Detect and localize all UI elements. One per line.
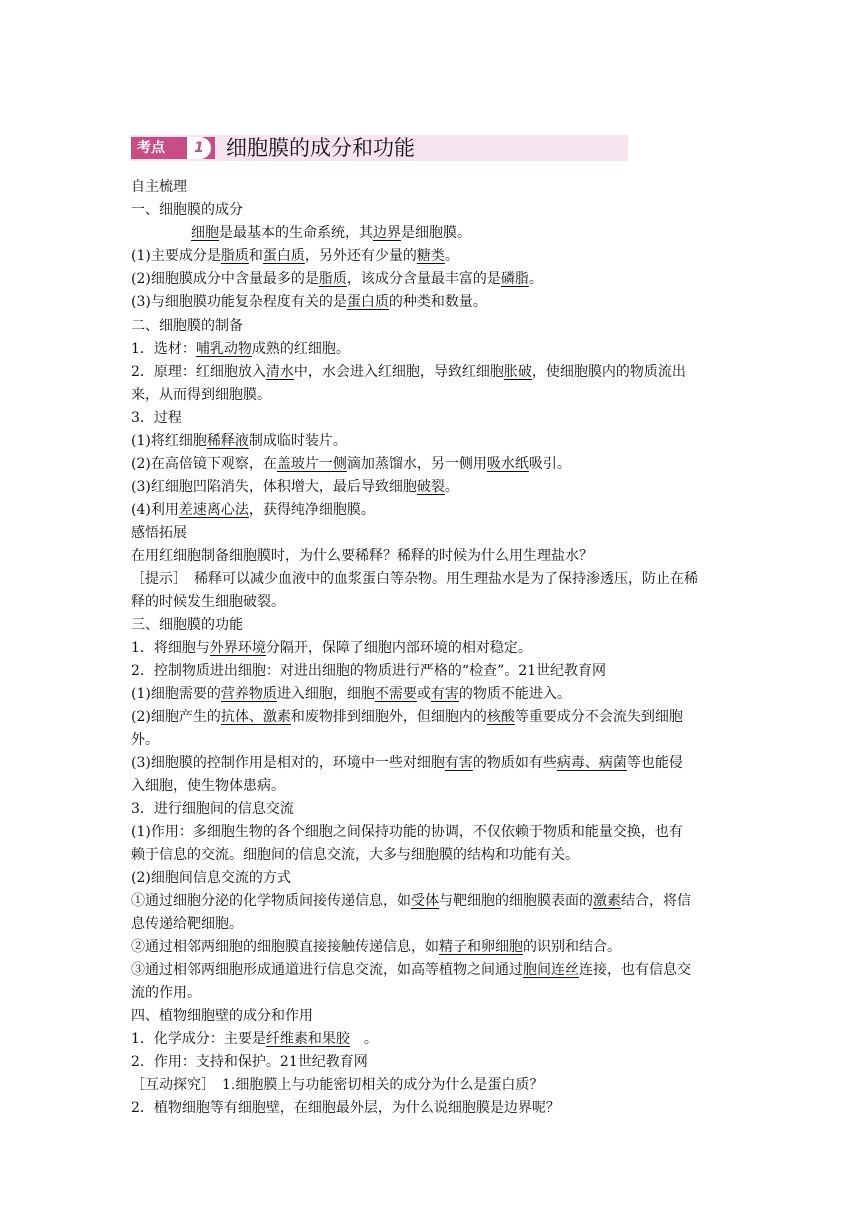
- text-line: [131, 637, 532, 659]
- text-segment: 入细胞，使生物体患病。: [131, 778, 285, 794]
- text-segment: (1)细胞需要的: [131, 686, 221, 702]
- text-line: [131, 982, 201, 1004]
- text-segment: ②通过相邻两细胞的细胞膜直接接触传递信息，如: [131, 939, 439, 955]
- underlined-term: 吸水纸: [486, 456, 529, 472]
- text-line: [131, 959, 691, 981]
- text-segment: 1．将细胞与: [131, 640, 210, 656]
- text-segment: 外。: [131, 732, 159, 748]
- text-segment: (3)细胞膜的控制作用是相对的，环境中一些对细胞: [131, 755, 445, 771]
- text-segment: 分隔开，保障了细胞内部环境的相对稳定。: [265, 640, 532, 656]
- text-segment: 吸引。: [528, 456, 571, 472]
- underlined-term: 磷脂: [500, 271, 529, 287]
- text-line: [131, 268, 543, 290]
- text-segment: (2)细胞间信息交流的方式: [131, 870, 291, 886]
- text-line: [131, 361, 686, 383]
- underlined-term: 胞间连丝: [523, 962, 579, 978]
- underlined-term: 清水: [265, 364, 294, 380]
- text-segment: 1．化学成分：主要是: [131, 1031, 266, 1047]
- underlined-term: 精子和卵细胞: [439, 939, 523, 955]
- text-line: [131, 430, 347, 452]
- text-segment: 释的时候发生细胞破裂。: [131, 594, 285, 610]
- text-segment: 滴加蒸馏水，另一侧用: [346, 456, 487, 472]
- text-line: [131, 1005, 313, 1027]
- underlined-term: 外界环境: [209, 640, 266, 656]
- text-segment: 制成临时装片。: [248, 433, 347, 449]
- text-segment: ，另外还有少量的: [304, 248, 417, 264]
- underlined-term: 盖玻片一侧: [276, 456, 347, 472]
- text-segment: 2．控制物质进出细胞：对进出细胞的物质进行严格的“检查”。21世纪教育网: [131, 663, 607, 679]
- text-segment: 自主梳理: [131, 179, 187, 195]
- text-segment: ，使细胞膜内的物质流出: [531, 364, 686, 380]
- text-segment: 的识别和结合。: [523, 939, 621, 955]
- underlined-term: 核酸: [486, 709, 515, 725]
- text-line: [131, 890, 691, 912]
- underlined-term: 病毒、病菌: [556, 755, 627, 771]
- text-segment: (1)主要成分是: [131, 248, 221, 264]
- text-line: [131, 499, 375, 521]
- underlined-term: 抗体、激素: [220, 709, 291, 725]
- text-line: [131, 660, 606, 682]
- text-segment: ①通过细胞分泌的化学物质间接传递信息，如: [131, 893, 411, 909]
- underlined-term: 脂质: [220, 248, 249, 264]
- text-segment: 与靶细胞的细胞膜表面的: [439, 893, 593, 909]
- text-segment: 息传递给靶细胞。: [131, 916, 243, 932]
- text-line: [131, 936, 621, 958]
- text-segment: 的物质如有些: [472, 755, 557, 771]
- text-segment: ，该成分含量最丰富的是: [346, 271, 501, 287]
- text-line: [131, 821, 683, 843]
- text-line: [131, 199, 243, 221]
- text-segment: 等也能侵: [626, 755, 683, 771]
- text-segment: (2)细胞膜成分中含量最多的是: [131, 271, 319, 287]
- text-line: [131, 798, 294, 820]
- text-segment: 成熟的红细胞。: [251, 341, 350, 357]
- text-segment: 的种类和数量。: [388, 294, 487, 310]
- text-segment: 。: [444, 479, 459, 495]
- text-segment: 。: [444, 248, 459, 264]
- text-line: [131, 1097, 560, 1119]
- text-line: [131, 245, 459, 267]
- text-segment: 是细胞膜。: [401, 225, 471, 241]
- text-line: [131, 568, 698, 590]
- underlined-term: 纤维素和果胶: [265, 1031, 350, 1047]
- text-segment: 四、植物细胞壁的成分和作用: [131, 1008, 313, 1024]
- text-segment: 的物质不能进入。: [458, 686, 571, 702]
- text-line: [131, 1028, 378, 1050]
- text-line: [131, 291, 487, 313]
- underlined-term: 差速离心法: [178, 502, 249, 518]
- text-segment: (4)利用: [131, 502, 179, 518]
- text-segment: 二、细胞膜的制备: [131, 318, 243, 334]
- text-line: [131, 407, 182, 429]
- underlined-term: 胀破: [503, 364, 532, 380]
- text-segment: ［提示］ 稀释可以减少血液中的血浆蛋白等杂物。用生理盐水是为了保持渗透压，防止在稀: [131, 571, 698, 587]
- text-line: [131, 706, 683, 728]
- text-line: [131, 1051, 368, 1073]
- underlined-term: 脂质: [318, 271, 347, 287]
- text-line: [131, 913, 243, 935]
- underlined-term: 破裂: [416, 479, 445, 495]
- text-segment: 2．作用：支持和保护。21世纪教育网: [131, 1054, 368, 1070]
- text-line: [131, 338, 350, 360]
- underlined-term: 蛋白质: [262, 248, 305, 264]
- underlined-term: 有害: [430, 686, 459, 702]
- underlined-term: 哺乳动物: [195, 341, 252, 357]
- text-segment: 结合，将信: [621, 893, 691, 909]
- text-line: [131, 545, 593, 567]
- text-segment: (3)与细胞膜功能复杂程度有关的是: [131, 294, 347, 310]
- underlined-term: 边界: [373, 225, 401, 241]
- text-line: [131, 775, 285, 797]
- text-segment: ③通过相邻两细胞形成通道进行信息交流，如高等植物之间通过: [131, 962, 523, 978]
- text-segment: ，获得纯净细胞膜。: [248, 502, 375, 518]
- underlined-term: 稀释液: [206, 433, 249, 449]
- text-line: [131, 614, 243, 636]
- text-segment: (3)红细胞凹陷消失，体积增大，最后导致细胞: [131, 479, 417, 495]
- text-line: [191, 222, 471, 244]
- text-line: [131, 453, 571, 475]
- text-line: [131, 176, 187, 198]
- text-segment: 在用红细胞制备细胞膜时，为什么要稀释？稀释的时候为什么用生理盐水？: [131, 548, 593, 564]
- text-line: [131, 752, 683, 774]
- underlined-term: 蛋白质: [346, 294, 389, 310]
- text-segment: (2)在高倍镜下观察，在: [131, 456, 277, 472]
- kaodian-badge: [131, 137, 215, 159]
- text-line: [131, 591, 285, 613]
- text-line: [131, 729, 159, 751]
- text-segment: 感悟拓展: [131, 525, 187, 541]
- text-line: [131, 867, 291, 889]
- text-line: [131, 522, 187, 544]
- section-title: 细胞膜的成分和功能: [226, 136, 415, 160]
- text-segment: 是最基本的生命系统，其: [219, 225, 373, 241]
- text-segment: 3．进行细胞间的信息交流: [131, 801, 294, 817]
- underlined-term: 激素: [593, 893, 621, 909]
- text-segment: 连接，也有信息交: [579, 962, 691, 978]
- text-segment: (2)细胞产生的: [131, 709, 221, 725]
- text-segment: ［互动探究］ 1.细胞膜上与功能密切相关的成分为什么是蛋白质？: [131, 1077, 544, 1093]
- text-segment: 1．选材：: [131, 341, 196, 357]
- text-segment: 等重要成分不会流失到细胞: [514, 709, 683, 725]
- text-segment: 一、细胞膜的成分: [131, 202, 243, 218]
- underlined-term: 受体: [411, 893, 439, 909]
- text-segment: 来，从而得到细胞膜。: [131, 387, 271, 403]
- text-segment: 流的作用。: [131, 985, 201, 1001]
- underlined-term: 不需要: [374, 686, 417, 702]
- underlined-term: 营养物质: [220, 686, 277, 702]
- underlined-term: 细胞: [191, 225, 219, 241]
- text-segment: 或: [416, 686, 431, 702]
- underlined-term: 有害: [444, 755, 473, 771]
- text-segment: 2．植物细胞等有细胞壁，在细胞最外层，为什么说细胞膜是边界呢？: [131, 1100, 560, 1116]
- text-segment: 2．原理：红细胞放入: [131, 364, 266, 380]
- text-segment: 中，水会进入红细胞，导致红细胞: [293, 364, 504, 380]
- text-segment: (1)将红细胞: [131, 433, 207, 449]
- text-line: [131, 476, 459, 498]
- text-segment: 三、细胞膜的功能: [131, 617, 243, 633]
- badge-label: 考点: [137, 140, 165, 156]
- text-segment: 进入细胞，细胞: [276, 686, 375, 702]
- text-segment: 。: [528, 271, 543, 287]
- text-line: [131, 844, 579, 866]
- underlined-term: 糖类: [416, 248, 445, 264]
- text-line: [131, 1074, 543, 1096]
- text-line: [131, 683, 571, 705]
- text-segment: 3．过程: [131, 410, 182, 426]
- text-segment: 和废物排到细胞外，但细胞内的: [290, 709, 487, 725]
- text-segment: 赖于信息的交流。细胞间的信息交流，大多与细胞膜的结构和功能有关。: [131, 847, 579, 863]
- text-segment: (1)作用：多细胞生物的各个细胞之间保持功能的协调，不仅依赖于物质和能量交换，也有: [131, 824, 683, 840]
- text-segment: 。: [349, 1031, 378, 1047]
- text-line: [131, 315, 243, 337]
- text-segment: 和: [248, 248, 263, 264]
- text-line: [131, 384, 271, 406]
- badge-number: 1: [187, 137, 211, 159]
